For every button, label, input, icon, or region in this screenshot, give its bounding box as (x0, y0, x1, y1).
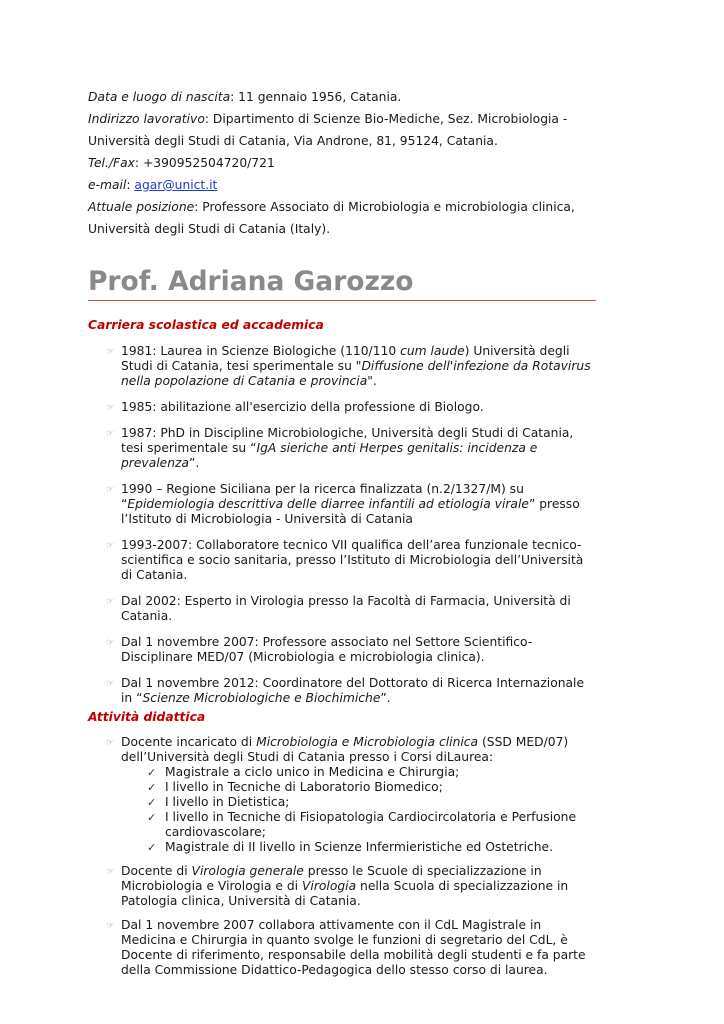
bullet-icon: ☞ (106, 597, 115, 607)
bullet-icon: ☞ (106, 429, 115, 439)
list-item: ☞ Dal 1 novembre 2012: Coordinatore del Dottorato di Ricerca Internazionale in “Scienze Microbiologiche e Biochimiche”. (106, 676, 585, 705)
bullet-icon: ☞ (106, 921, 115, 931)
bullet-icon: ☞ (106, 679, 115, 689)
position-line: Attuale posizione: Professore Associato di Microbiologia e microbiologia clinica, (88, 200, 575, 214)
check-icon: ✓ (147, 796, 157, 809)
career-heading: Carriera scolastica ed accademica (88, 318, 324, 332)
bullet-icon: ☞ (106, 738, 115, 748)
bullet-icon: ☞ (106, 867, 115, 877)
check-icon: ✓ (147, 781, 157, 794)
email-line: e-mail: agar@unict.it (88, 178, 218, 192)
teaching-heading: Attività didattica (88, 710, 206, 724)
list-item: ☞ Dal 1 novembre 2007 collabora attivamente con il CdL Magistrale in Medicina e Chirurgia in quanto svolge le funzioni di segretario del CdL, è Docente di riferimento, responsabile della mobilità degli studenti e fa parte della Commissione Didattico-Pedagogica dello stesso corso di laurea. (106, 918, 586, 977)
list-item: ✓ Magistrale di II livello in Scienze Infermieristiche ed Ostetriche. (147, 840, 554, 854)
list-item: ✓ I livello in Tecniche di Laboratorio Biomedico; (147, 780, 443, 794)
list-item: ☞ Dal 2002: Esperto in Virologia presso la Facoltà di Farmacia, Università di Catania. (106, 594, 571, 623)
list-item: ☞ Docente incaricato di Microbiologia e Microbiologia clinica (SSD MED/07) dell’Università degli Studi di Catania presso i Corsi diLaurea: ✓ Magistrale a ciclo unico in Medicina e Chirurgia; ✓ I livello in Tecniche di Laboratorio Biomedico; ✓ I livello in Dietistica; ✓ I livello in Tecniche di Fisiopatologia Cardiocircolatoria e Perfusione cardiovascolare; ✓ Magistrale di II livello in Scienze Infermieristiche ed Ostetriche. (106, 735, 598, 855)
page-title: Prof. Adriana Garozzo (88, 264, 596, 301)
list-item: ☞ 1981: Laurea in Scienze Biologiche (110/110 cum laude) Università degli Studi di Catania, tesi sperimentale su "Diffusione dell'infezione da Rotavirus nella popolazione di Catania e provincia". (106, 344, 591, 388)
tel-line: Tel./Fax: +390952504720/721 (88, 156, 275, 170)
teaching-list (106, 735, 598, 978)
email-link[interactable]: agar@unict.it (134, 178, 218, 192)
degree-sublist (147, 765, 598, 855)
address-line-2: Università degli Studi di Catania, Via Androne, 81, 95124, Catania. (88, 134, 498, 148)
position-line-2: Università degli Studi di Catania (Italy). (88, 222, 331, 236)
list-item: ☞ 1985: abilitazione all'esercizio della professione di Biologo. (106, 400, 484, 414)
check-icon: ✓ (147, 766, 157, 779)
personal-info (88, 86, 608, 240)
list-item: ☞ 1993-2007: Collaboratore tecnico VII qualifica dell’area funzionale tecnico-scientifica e socio sanitaria, presso l’Istituto di Microbiologia dell’Università di Catania. (106, 538, 584, 582)
list-item: ☞ Dal 1 novembre 2007: Professore associato nel Settore Scientifico-Disciplinare MED/07 (Microbiologia e microbiologia clinica). (106, 635, 533, 664)
check-icon: ✓ (147, 811, 157, 824)
bullet-icon: ☞ (106, 403, 115, 413)
list-item: ☞ 1990 – Regione Siciliana per la ricerca finalizzata (n.2/1327/M) su “Epidemiologia descrittiva delle diarree infantili ad etiologia virale” presso l’Istituto di Microbiologia - Università di Catania (106, 482, 580, 526)
address-line: Indirizzo lavorativo: Dipartimento di Scienze Bio-Mediche, Sez. Microbiologia - (88, 112, 568, 126)
bullet-icon: ☞ (106, 347, 115, 357)
list-item: ✓ Magistrale a ciclo unico in Medicina e Chirurgia; (147, 765, 460, 779)
bullet-icon: ☞ (106, 638, 115, 648)
check-icon: ✓ (147, 841, 157, 854)
bullet-icon: ☞ (106, 485, 115, 495)
list-item: ☞ Docente di Virologia generale presso le Scuole di specializzazione in Microbiologia e Virologia e di Virologia nella Scuola di specializzazione in Patologia clinica, Università di Catania. (106, 864, 569, 908)
bullet-icon: ☞ (106, 541, 115, 551)
career-list (106, 344, 596, 706)
list-item: ☞ 1987: PhD in Discipline Microbiologiche, Università degli Studi di Catania, tesi sperimentale su “IgA sieriche anti Herpes genitalis: incidenza e prevalenza”. (106, 426, 574, 470)
list-item: ✓ I livello in Tecniche di Fisiopatologia Cardiocircolatoria e Perfusione cardiovascolare; (147, 810, 577, 839)
birth-line: Data e luogo di nascita: 11 gennaio 1956, Catania. (88, 90, 402, 104)
list-item: ✓ I livello in Dietistica; (147, 795, 290, 809)
